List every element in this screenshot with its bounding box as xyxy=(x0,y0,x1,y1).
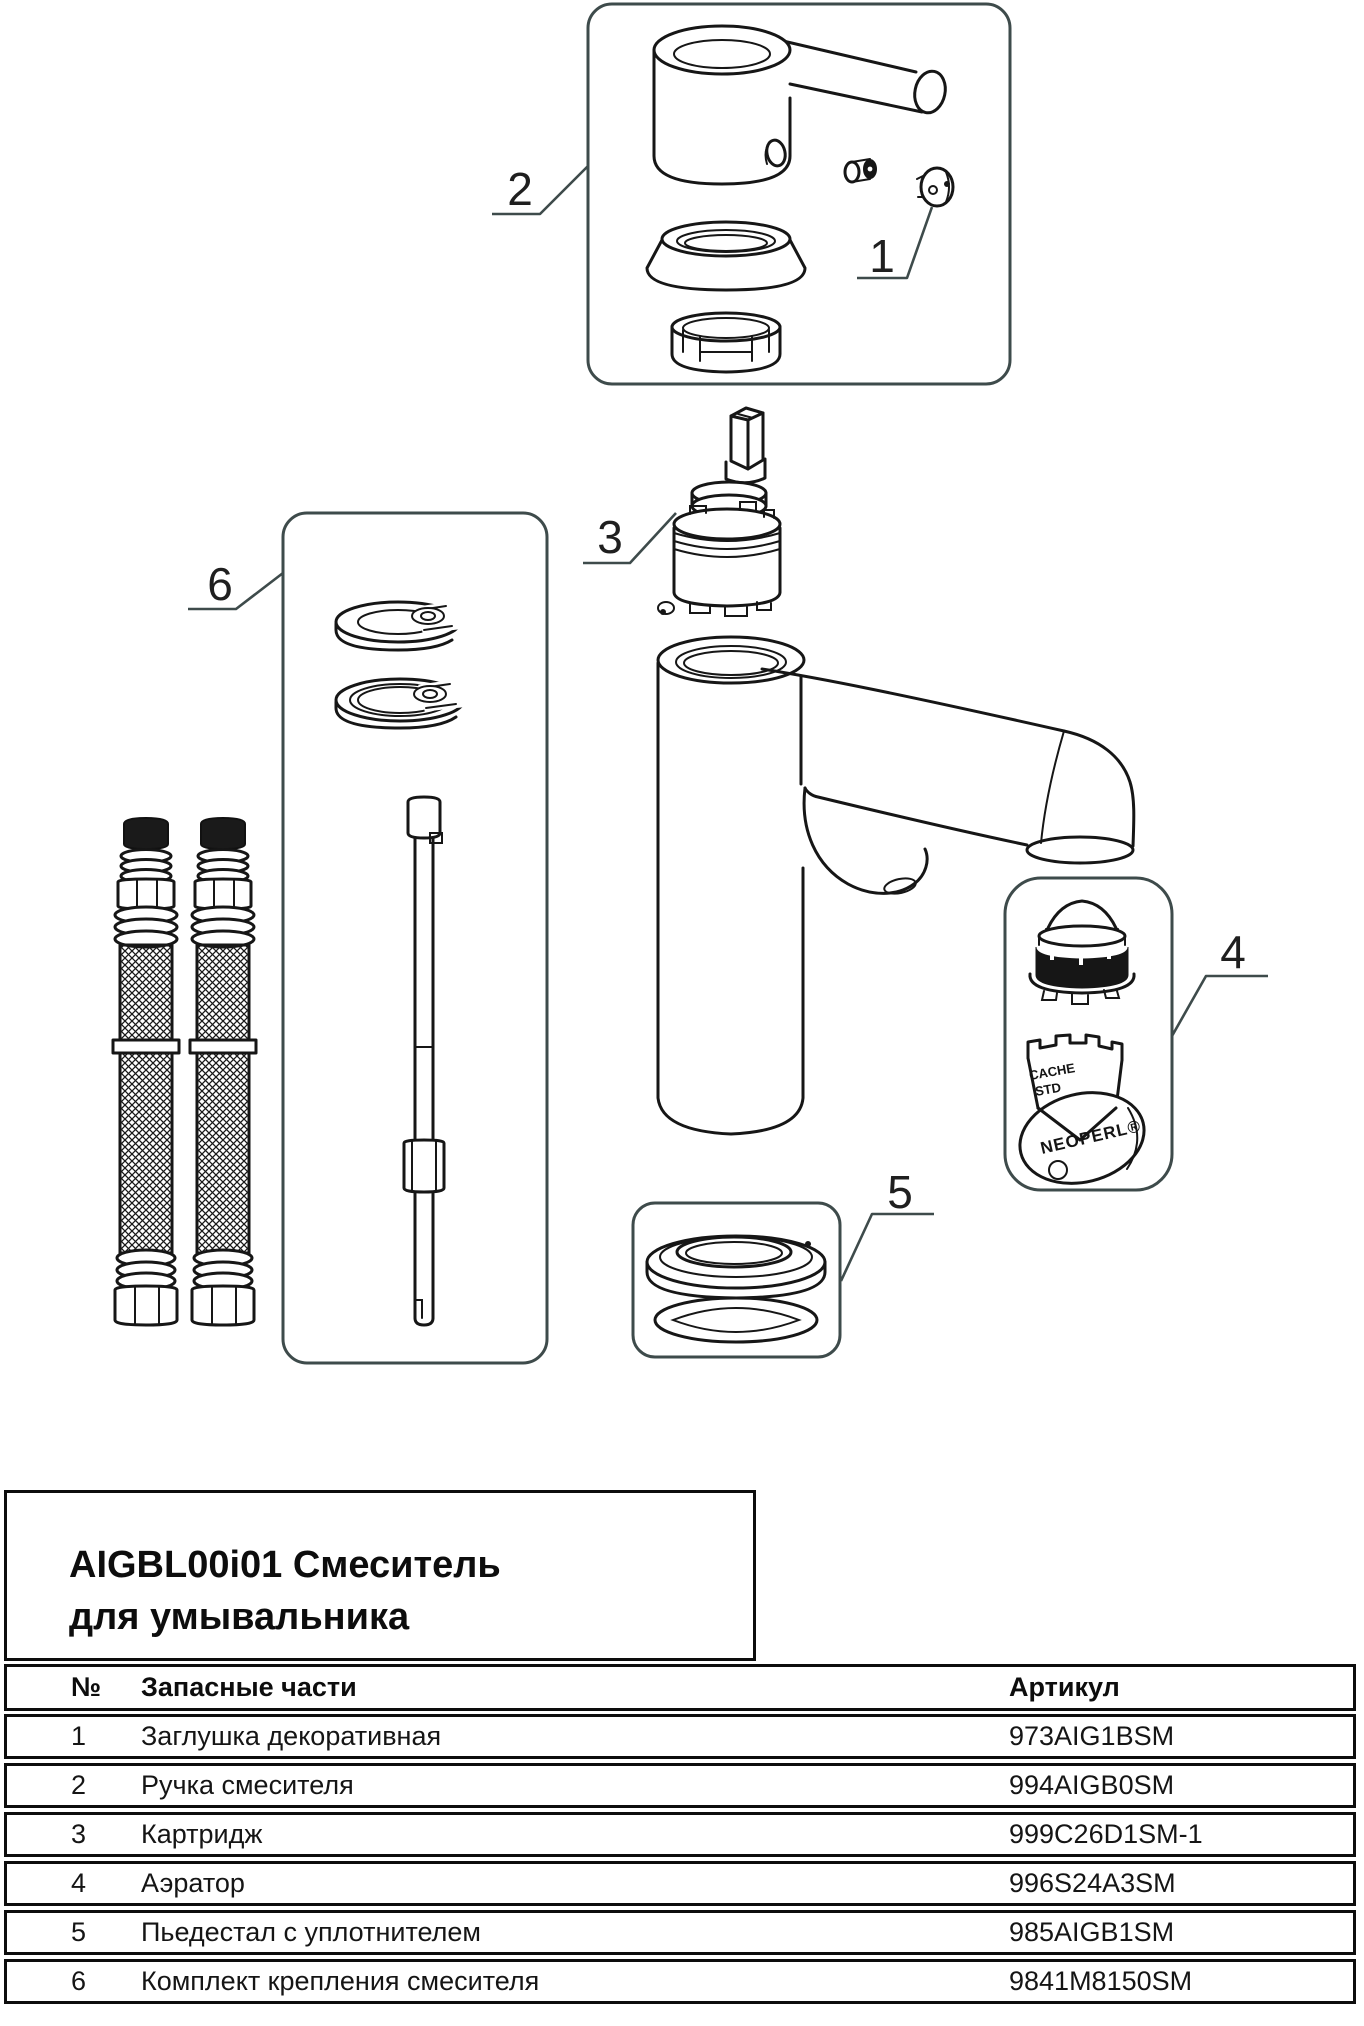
table-row xyxy=(4,1812,1356,1857)
aerator-key-illustration xyxy=(1010,1035,1154,1196)
row-number: 1 xyxy=(71,1721,87,1751)
callout-5: 5 xyxy=(887,1166,913,1218)
mounting-stud-illustration xyxy=(404,797,444,1325)
row-number: 6 xyxy=(71,1966,87,1996)
row-article: 994AIGB0SM xyxy=(1009,1770,1175,1800)
header-name: Запасные части xyxy=(141,1672,357,1702)
aerator-key-std-text: STD xyxy=(1033,1079,1063,1099)
leader-line-5 xyxy=(841,1214,934,1281)
row-name: Комплект крепления смесителя xyxy=(141,1966,540,1996)
leader-line-4 xyxy=(1172,976,1268,1036)
row-name: Заглушка декоративная xyxy=(141,1721,442,1751)
set-screw-illustration xyxy=(845,159,877,182)
callout-4: 4 xyxy=(1220,926,1246,978)
faucet-body-illustration xyxy=(658,637,1134,1134)
mounting-washer-illustration xyxy=(336,600,474,650)
row-article: 9841M8150SM xyxy=(1009,1966,1193,1996)
row-name: Картридж xyxy=(141,1819,263,1849)
mounting-washer-illustration xyxy=(336,678,478,728)
row-name: Аэратор xyxy=(141,1868,245,1898)
aerator-key-cache-text: CACHE xyxy=(1027,1060,1077,1083)
product-title-line1: AIGBL00i01 Смеситель xyxy=(69,1544,501,1586)
row-article: 973AIG1BSM xyxy=(1009,1721,1175,1751)
handle-illustration xyxy=(654,26,949,184)
supply-hose-illustration xyxy=(190,818,256,1325)
decorative-plug-illustration xyxy=(917,168,953,206)
parts-table-rows xyxy=(4,1714,1356,2004)
aerator-key-brand-text: NEOPERL® xyxy=(1038,1116,1143,1158)
row-number: 3 xyxy=(71,1819,87,1849)
row-article: 999C26D1SM-1 xyxy=(1009,1819,1203,1849)
product-title-line2: для умывальника xyxy=(69,1596,410,1638)
table-row xyxy=(4,1910,1356,1955)
callout-6: 6 xyxy=(207,558,233,610)
row-name: Пьедестал с уплотнителем xyxy=(141,1917,481,1947)
header-article: Артикул xyxy=(1009,1672,1120,1702)
table-row xyxy=(4,1714,1356,1759)
table-row xyxy=(4,1763,1356,1808)
table-row xyxy=(4,1959,1356,2004)
leader-line-6 xyxy=(188,573,283,609)
cartridge-illustration xyxy=(658,408,780,616)
row-number: 4 xyxy=(71,1868,87,1898)
parts-table-header xyxy=(4,1664,1356,1711)
callout-3: 3 xyxy=(597,511,623,563)
row-article: 985AIGB1SM xyxy=(1009,1917,1175,1947)
product-title-box xyxy=(4,1490,756,1661)
supply-hose-illustration xyxy=(113,818,179,1325)
table-row xyxy=(4,1861,1356,1906)
header-num: № xyxy=(71,1672,102,1702)
callout-1: 1 xyxy=(869,230,895,282)
o-ring-illustration xyxy=(655,1298,817,1342)
callout-2: 2 xyxy=(507,163,533,215)
row-article: 996S24A3SM xyxy=(1009,1868,1176,1898)
handle-nut-illustration xyxy=(672,313,780,372)
row-number: 5 xyxy=(71,1917,87,1947)
aerator-illustration xyxy=(1030,901,1134,1004)
pedestal-ring-illustration xyxy=(647,1236,825,1298)
row-number: 2 xyxy=(71,1770,87,1800)
row-name: Ручка смесителя xyxy=(141,1770,354,1800)
handle-cone-ring-illustration xyxy=(647,222,805,290)
